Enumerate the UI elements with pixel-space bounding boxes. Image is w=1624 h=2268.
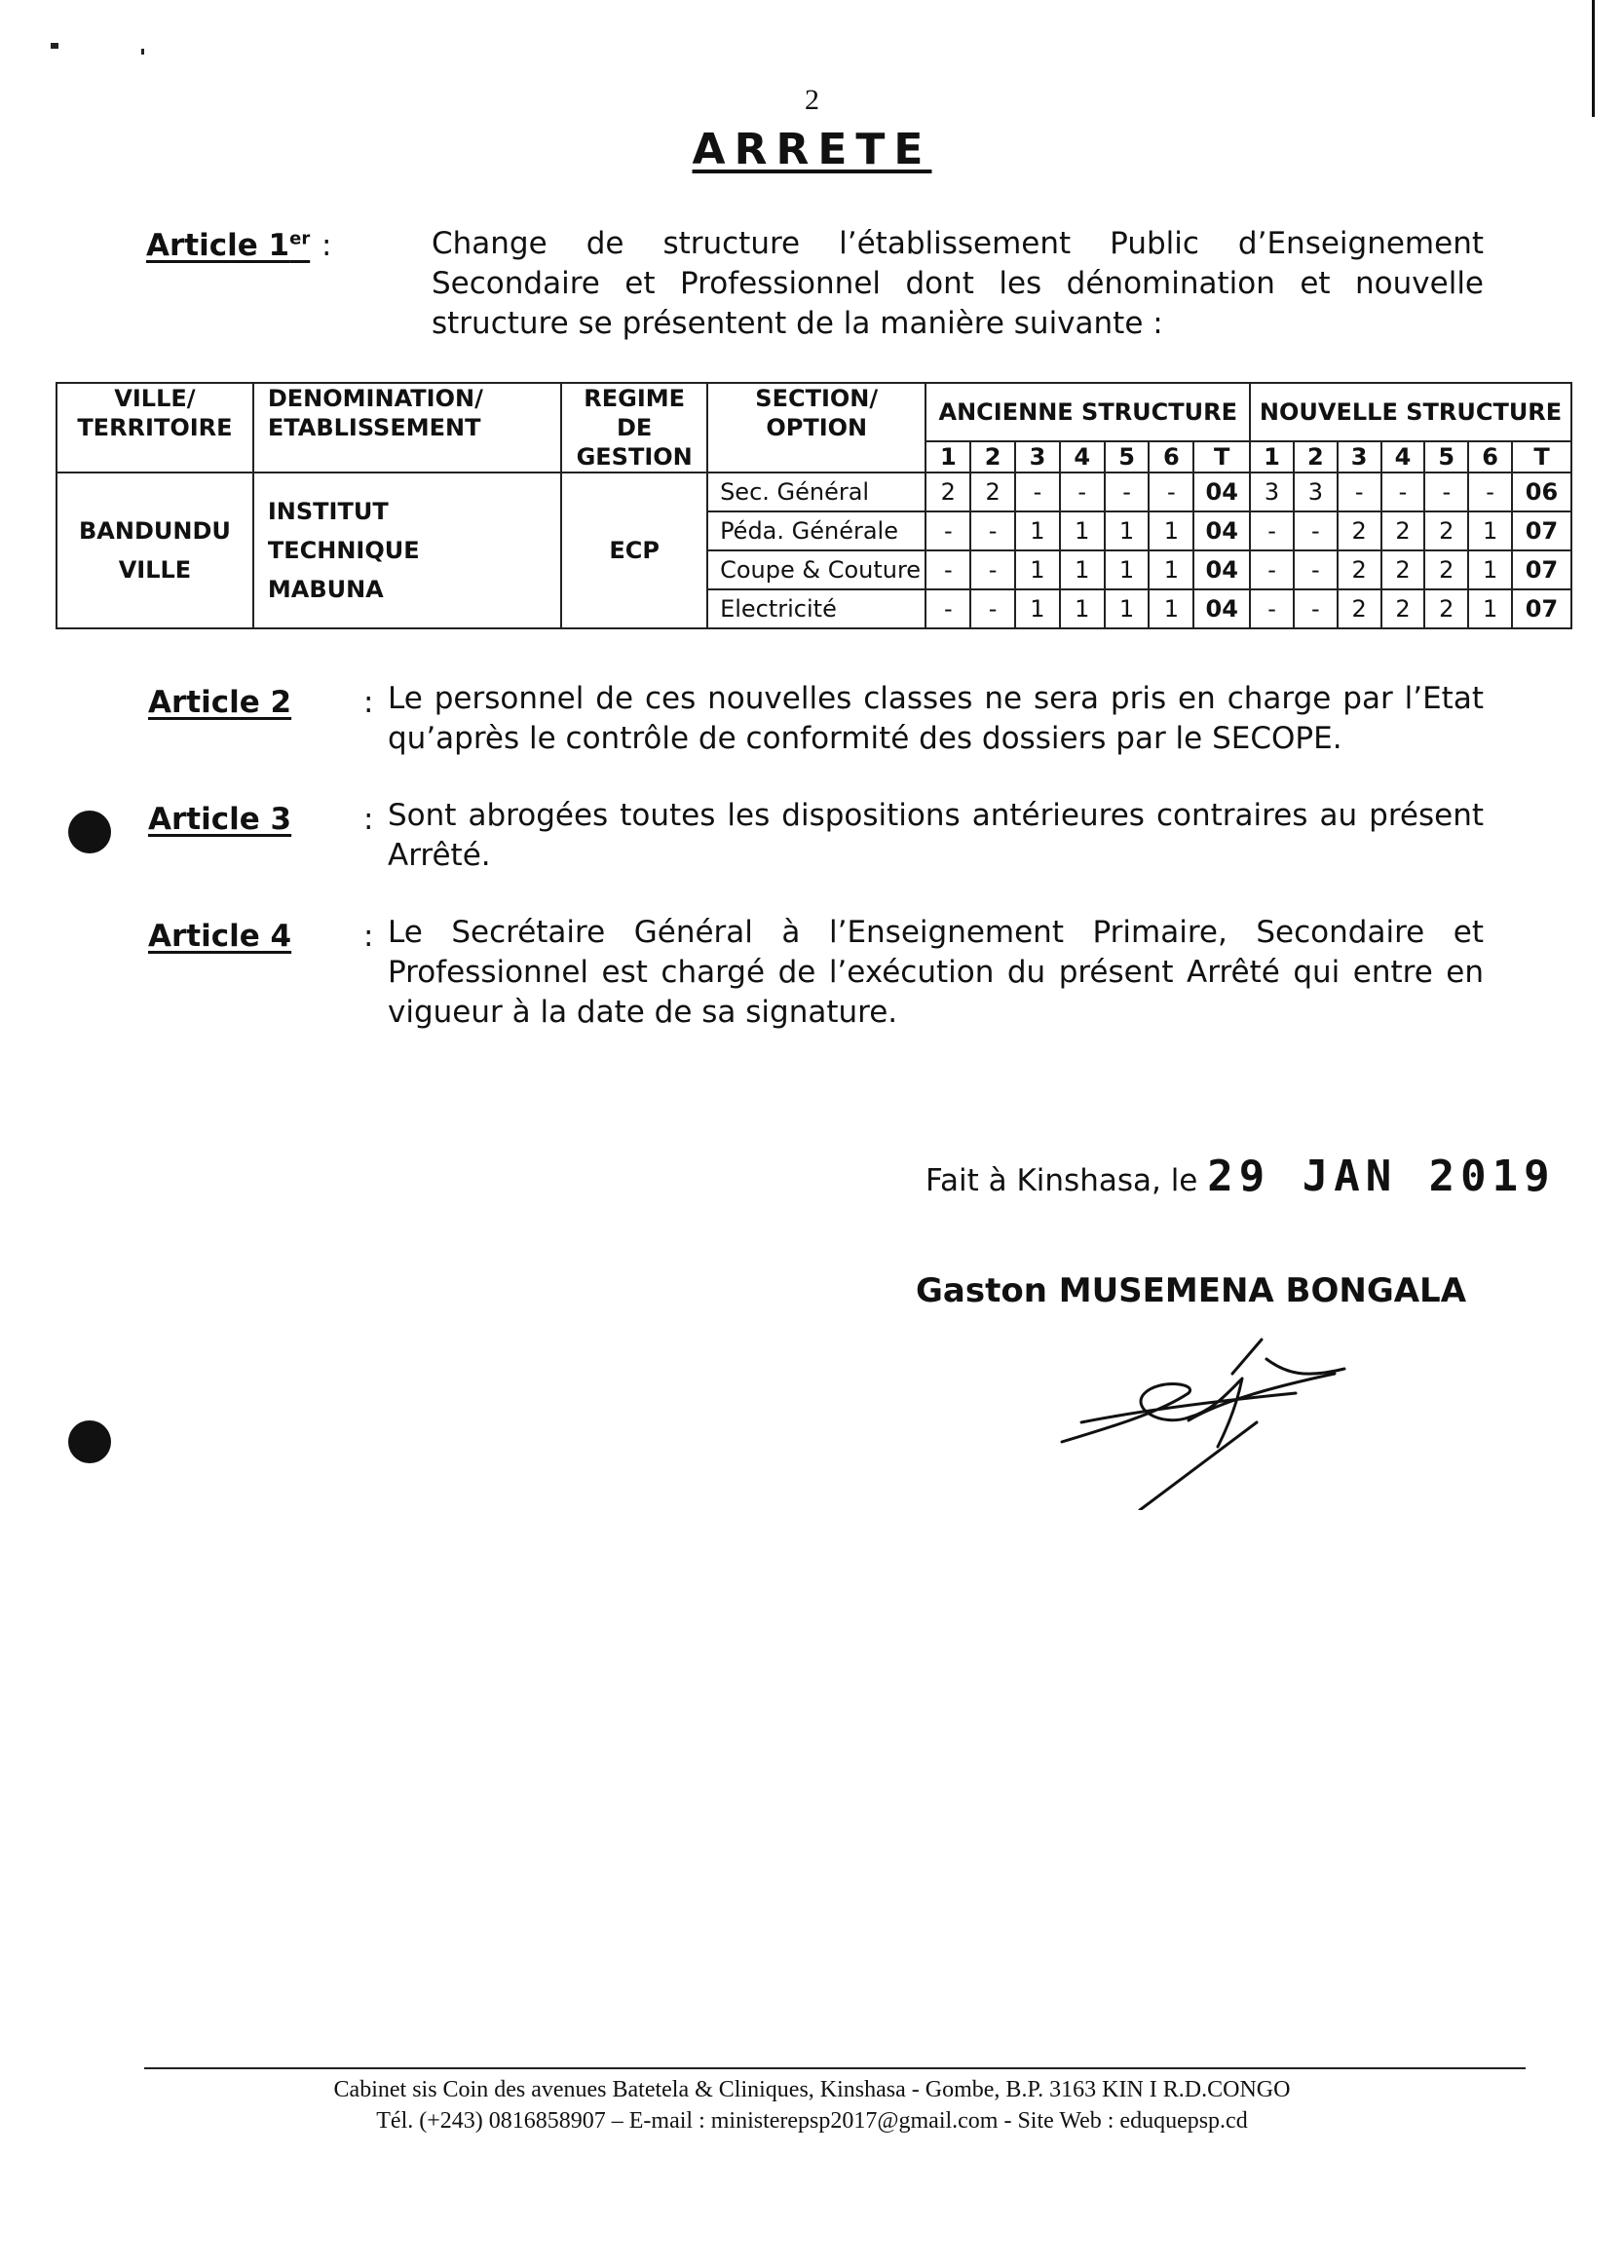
- total-cell: 04: [1193, 511, 1250, 550]
- cell: -: [925, 511, 970, 550]
- cell: 2: [1424, 511, 1468, 550]
- structure-table: [56, 382, 1572, 629]
- cell: -: [1381, 472, 1425, 511]
- total-cell: 04: [1193, 472, 1250, 511]
- cell: 2: [925, 472, 970, 511]
- article-1-text: Change de structure l’établissement Public d’Enseignement Secondaire et Professionnel dont les dénomination et nouvelle structure se présentent de la manière suivante :: [432, 226, 1484, 341]
- cell: 2: [1338, 511, 1381, 550]
- section-cell: Péda. Générale: [707, 511, 925, 550]
- col-header: 2: [1294, 441, 1338, 472]
- cell: 1: [1468, 589, 1512, 628]
- handwritten-signature: [1042, 1335, 1364, 1510]
- table-row: [57, 472, 1571, 511]
- regime-cell: ECP: [561, 472, 707, 628]
- cell: -: [1015, 472, 1060, 511]
- article-2-label: Article 2: [148, 685, 292, 720]
- cell: -: [1338, 472, 1381, 511]
- article-2-colon: :: [363, 685, 374, 720]
- cell: 1: [1468, 511, 1512, 550]
- col-header: 5: [1105, 441, 1150, 472]
- col-header: T: [1512, 441, 1571, 472]
- cell: 1: [1149, 511, 1193, 550]
- cell: 1: [1060, 550, 1105, 589]
- section-cell: Coupe & Couture: [707, 550, 925, 589]
- cell: 1: [1015, 589, 1060, 628]
- cell: 1: [1105, 511, 1150, 550]
- article-3-label: Article 3: [148, 802, 292, 837]
- col-header: 6: [1149, 441, 1193, 472]
- cell: 1: [1015, 550, 1060, 589]
- col-header: 1: [925, 441, 970, 472]
- footer-address: Cabinet sis Coin des avenues Batetela & Cliniques, Kinshasa - Gombe, B.P. 3163 KIN I R.D.CONGO: [333, 2077, 1291, 2102]
- footer-rule: [144, 2067, 1526, 2069]
- cell: 2: [1338, 589, 1381, 628]
- footer-contact: Tél. (+243) 0816858907 – E-mail : ministerepsp2017@gmail.com - Site Web : eduquepsp.cd: [376, 2108, 1248, 2134]
- article-4-text: Le Secrétaire Général à l’Enseignement Primaire, Secondaire et Professionnel est chargé de l’exécution du présent Arrêté qui entre en vigueur à la date de sa signature.: [388, 915, 1484, 1030]
- header-nouvelle-structure: NOUVELLE STRUCTURE: [1250, 383, 1571, 441]
- cell: 2: [1338, 550, 1381, 589]
- cell: 1: [1060, 589, 1105, 628]
- article-3-text: Sont abrogées toutes les dispositions antérieures contraires au présent Arrêté.: [388, 798, 1484, 873]
- punch-hole: [68, 811, 111, 853]
- header-denomination: DENOMINATION/ ETABLISSEMENT: [253, 383, 561, 472]
- section-cell: Sec. Général: [707, 472, 925, 511]
- cell: -: [1149, 472, 1193, 511]
- col-header: 3: [1338, 441, 1381, 472]
- total-cell: 06: [1512, 472, 1571, 511]
- cell: -: [1105, 472, 1150, 511]
- signer-name: Gaston MUSEMENA BONGALA: [916, 1271, 1467, 1310]
- total-cell: 04: [1193, 550, 1250, 589]
- cell: 1: [1149, 550, 1193, 589]
- cell: -: [1424, 472, 1468, 511]
- col-header: 4: [1060, 441, 1105, 472]
- total-cell: 07: [1512, 550, 1571, 589]
- scan-speck: [51, 43, 58, 49]
- stamped-date: 29 JAN 2019: [1207, 1152, 1556, 1201]
- total-cell: 07: [1512, 589, 1571, 628]
- denomination-cell: INSTITUT TECHNIQUE MABUNA: [253, 472, 561, 628]
- col-header: 4: [1381, 441, 1425, 472]
- article-3-colon: :: [363, 802, 374, 837]
- scan-speck: [141, 49, 144, 55]
- cell: -: [1294, 589, 1338, 628]
- cell: 2: [1424, 550, 1468, 589]
- col-header: T: [1193, 441, 1250, 472]
- punch-hole: [68, 1420, 111, 1463]
- cell: -: [1250, 550, 1294, 589]
- article-1-superscript: er: [289, 228, 311, 249]
- page-number: 2: [805, 84, 819, 116]
- cell: 3: [1250, 472, 1294, 511]
- col-header: 2: [970, 441, 1015, 472]
- table-header-row: [57, 383, 1571, 441]
- article-4-label: Article 4: [148, 919, 292, 954]
- cell: -: [970, 589, 1015, 628]
- col-header: 5: [1424, 441, 1468, 472]
- cell: 1: [1468, 550, 1512, 589]
- cell: -: [925, 550, 970, 589]
- place-date-line: [925, 1152, 1556, 1201]
- cell: -: [1294, 550, 1338, 589]
- col-header: 1: [1250, 441, 1294, 472]
- header-ancienne-structure: ANCIENNE STRUCTURE: [925, 383, 1250, 441]
- header-ville: VILLE/ TERRITOIRE: [57, 383, 253, 472]
- cell: 1: [1105, 550, 1150, 589]
- cell: 3: [1294, 472, 1338, 511]
- article-4-colon: :: [363, 919, 374, 954]
- cell: 2: [1381, 550, 1425, 589]
- cell: 2: [1381, 589, 1425, 628]
- place-text: Fait à Kinshasa, le: [925, 1163, 1198, 1198]
- header-section: SECTION/ OPTION: [707, 383, 925, 472]
- cell: -: [1250, 511, 1294, 550]
- cell: -: [1468, 472, 1512, 511]
- document-title: ARRETE: [692, 125, 932, 174]
- cell: 1: [1015, 511, 1060, 550]
- col-header: 6: [1468, 441, 1512, 472]
- article-1-label-text: Article 1: [146, 228, 290, 263]
- cell: -: [1060, 472, 1105, 511]
- total-cell: 07: [1512, 511, 1571, 550]
- cell: -: [1294, 511, 1338, 550]
- cell: 1: [1149, 589, 1193, 628]
- cell: 2: [1381, 511, 1425, 550]
- article-1-colon: :: [321, 228, 332, 263]
- cell: -: [1250, 589, 1294, 628]
- article-2-text: Le personnel de ces nouvelles classes ne sera pris en charge par l’Etat qu’après le contrôle de conformité des dossiers par le SECOPE.: [388, 681, 1484, 756]
- ville-cell: BANDUNDU VILLE: [57, 472, 253, 628]
- col-header: 3: [1015, 441, 1060, 472]
- article-1-label: [146, 228, 310, 263]
- header-regime: REGIME DE GESTION: [561, 383, 707, 472]
- cell: -: [925, 589, 970, 628]
- cell: -: [970, 550, 1015, 589]
- cell: 2: [970, 472, 1015, 511]
- cell: 2: [1424, 589, 1468, 628]
- cell: -: [970, 511, 1015, 550]
- total-cell: 04: [1193, 589, 1250, 628]
- section-cell: Electricité: [707, 589, 925, 628]
- cell: 1: [1060, 511, 1105, 550]
- cell: 1: [1105, 589, 1150, 628]
